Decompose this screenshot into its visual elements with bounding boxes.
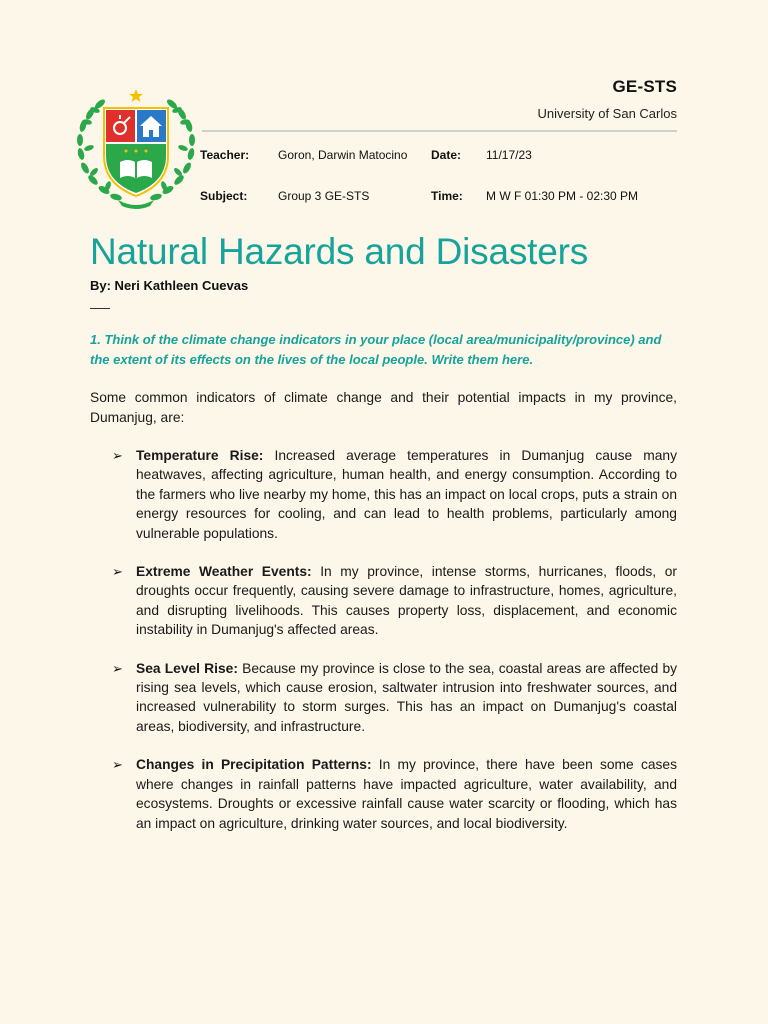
time-value: M W F 01:30 PM - 02:30 PM [486, 189, 639, 203]
teacher-value: Goron, Darwin Matocino [278, 148, 408, 162]
course-code: GE-STS [612, 77, 677, 96]
arrow-bullet-icon: ➢ [112, 757, 123, 773]
date-label: Date: [431, 148, 462, 162]
time-label: Time: [431, 189, 463, 203]
list-item-term: Temperature Rise: [136, 448, 264, 463]
intro-paragraph: Some common indicators of climate change and their potential impacts in my province, Dumanjug, are: [90, 390, 677, 425]
list-item-text: Because my province is close to the sea, coastal areas are affected by rising sea levels, which cause erosion, saltwater intrusion into freshwater sources, and increased vulnerability to storm surges. This has an impact on Dumanjug's coastal areas, biodiversity, and infrastructure. [136, 660, 678, 734]
university-name: University of San Carlos [537, 106, 677, 121]
list-item-term: Sea Level Rise: [136, 660, 238, 676]
author-byline: By: Neri Kathleen Cuevas [90, 278, 249, 293]
list-item-text: In my province, intense storms, hurricanes, floods, or droughts occur frequently, causing severe damage to infrastructure, homes, agriculture, and disrupting livelihoods. This causes property loss, displacement, and economic instability in Dumanjug's affected areas. [136, 564, 677, 638]
course-header [538, 77, 677, 121]
header-divider [202, 130, 677, 132]
subject-label: Subject: [200, 189, 248, 203]
byline-divider [90, 308, 110, 309]
teacher-label: Teacher: [200, 148, 250, 162]
list-item-text: Increased average temperatures in Dumanjug cause many heatwaves, affecting agriculture, human health, and energy consumption. According to the farmers who live nearby my home, this has an impact on local crops, puts a strain on energy resources for cooling, and can lead to health problems, particularly among vulnerable populations. [136, 448, 677, 541]
list-item-term: Extreme Weather Events: [136, 564, 312, 580]
indicator-list [112, 446, 677, 852]
list-item [112, 562, 677, 640]
subject-value: Group 3 GE-STS [278, 189, 370, 203]
arrow-bullet-icon: ➢ [112, 660, 123, 676]
list-item [112, 755, 677, 833]
arrow-bullet-icon: ➢ [112, 564, 123, 580]
university-seal-icon [74, 86, 198, 212]
list-item-term: Changes in Precipitation Patterns: [136, 757, 372, 773]
arrow-bullet-icon: ➢ [112, 448, 123, 463]
question-prompt: 1. Think of the climate change indicators in your place (local area/municipality/province) and the extent of its effects on the lives of the local people. Write them here. [90, 332, 662, 367]
list-item [112, 659, 677, 737]
page-title: Natural Hazards and Disasters [90, 231, 589, 272]
date-value: 11/17/23 [486, 148, 532, 162]
list-item-text: In my province, there have been some cases where changes in rainfall patterns have impacted agriculture, water availability, and ecosystems. Droughts or excessive rainfall cause water scarcity or flooding, which has an impact on agriculture, drinking water sources, and local biodiversity. [136, 757, 677, 831]
list-item [112, 446, 677, 543]
